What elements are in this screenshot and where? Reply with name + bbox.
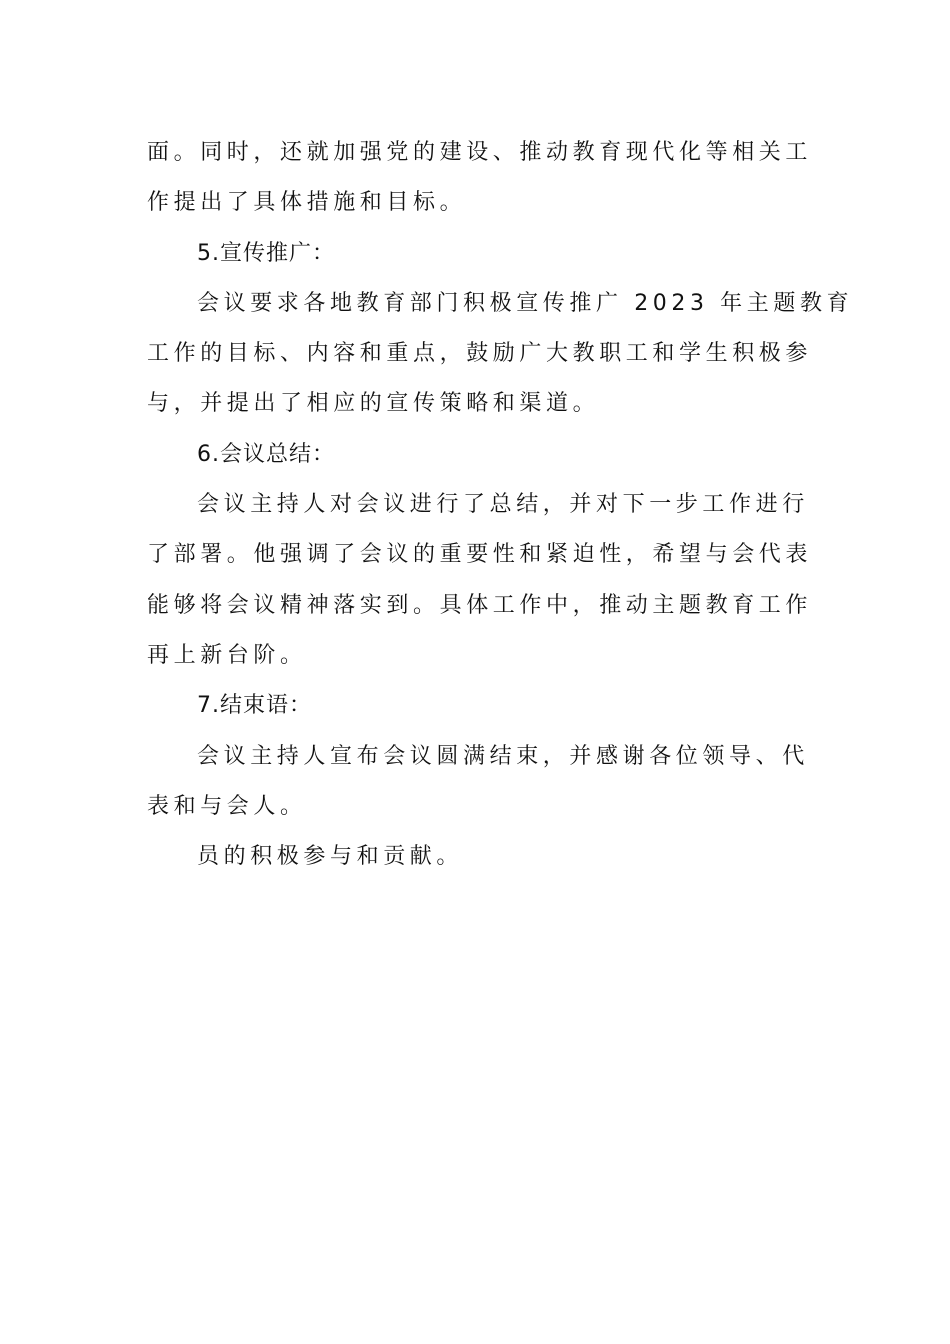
paragraph-line: 会议主持人对会议进行了总结，并对下一步工作进行 (197, 492, 809, 518)
paragraph-line: 能够将会议精神落实到。具体工作中，推动主题教育工作 (147, 592, 813, 618)
paragraph-line: 面。同时，还就加强党的建设、推动教育现代化等相关工 (147, 140, 813, 165)
section-heading-summary: 6.会议总结： (197, 441, 335, 467)
paragraph-line: 会议要求各地教育部门积极宣传推广 2023 年主题教育 (197, 290, 854, 316)
section-heading-closing: 7.结束语： (197, 693, 312, 719)
document-body (147, 128, 854, 882)
paragraph-line: 会议主持人宣布会议圆满结束，并感谢各位领导、代 (197, 743, 809, 769)
paragraph-line: 与，并提出了相应的宣传策略和渠道。 (147, 391, 600, 417)
paragraph-line: 表和与会人。 (147, 793, 307, 819)
paragraph-line: 再上新台阶。 (147, 642, 307, 668)
paragraph-line: 了部署。他强调了会议的重要性和紧迫性，希望与会代表 (147, 542, 813, 568)
paragraph-line: 工作的目标、内容和重点，鼓励广大教职工和学生积极参 (147, 341, 813, 367)
paragraph-line: 作提出了具体措施和目标。 (147, 190, 467, 216)
paragraph-line: 员的积极参与和贡献。 (197, 844, 464, 870)
section-heading-publicity: 5.宣传推广： (197, 240, 335, 266)
